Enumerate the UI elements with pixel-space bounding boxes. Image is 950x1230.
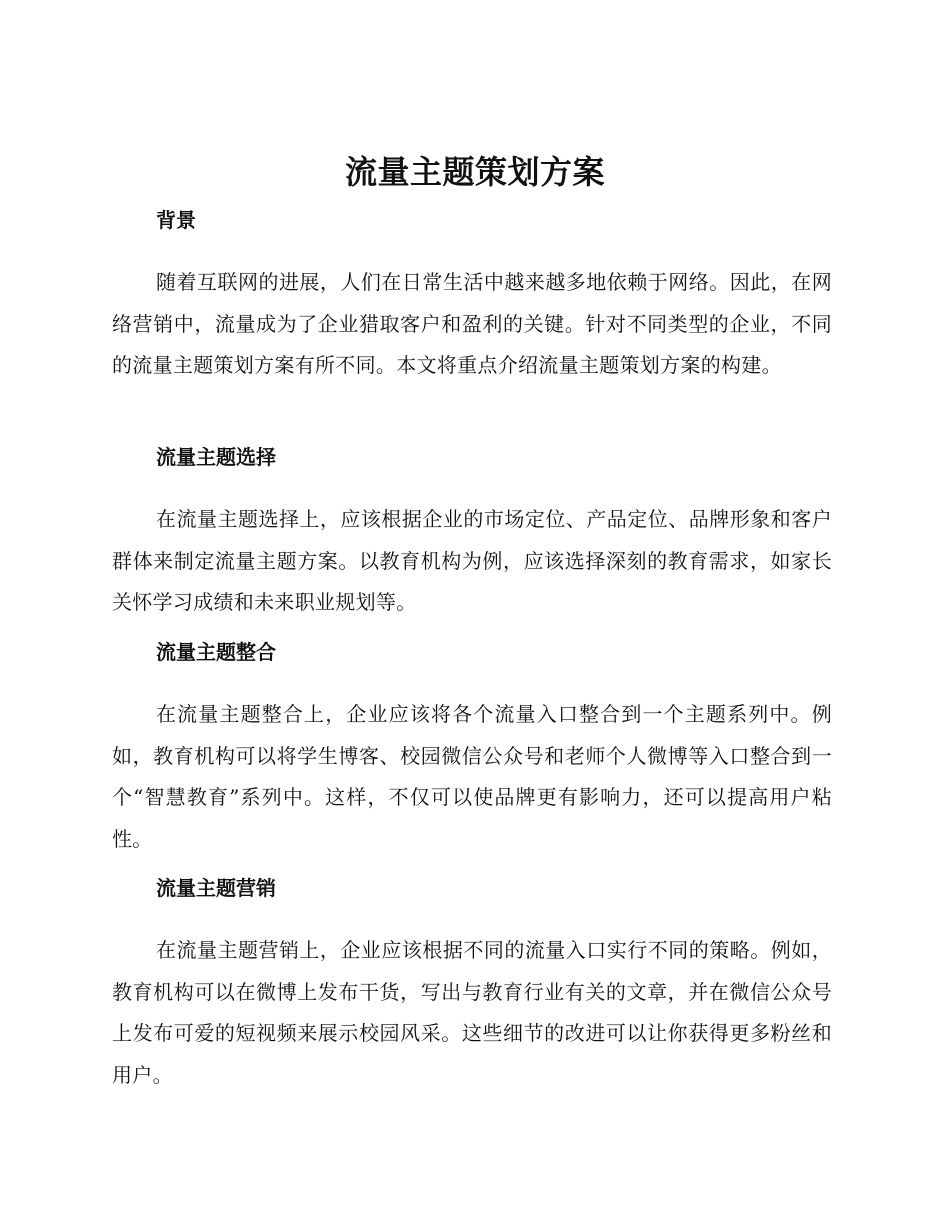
section-paragraph: 在流量主题整合上，企业应该将各个流量入口整合到一个主题系列中。例如，教育机构可以将学生博客、校园微信公众号和老师个人微博等入口整合到一个“智慧教育”系列中。这样，不仅可以使品牌更有影响力，还可以提高用户粘性。 [112,702,832,851]
section-paragraph: 在流量主题营销上，企业应该根据不同的流量入口实行不同的策略。例如，教育机构可以在微博上发布干货，写出与教育行业有关的文章，并在微信公众号上发布可爱的短视频来展示校园风采。这些细节的改进可以让你获得更多粉丝和用户。 [112,938,832,1087]
section-background [112,205,832,387]
section-paragraph: 随着互联网的进展，人们在日常生活中越来越多地依赖于网络。因此，在网络营销中，流量成为了企业猎取客户和盈利的关键。针对不同类型的企业，不同的流量主题策划方案有所不同。本文将重点介绍流量主题策划方案的构建。 [112,270,832,377]
section-topic-marketing [112,873,832,1096]
section-topic-integration [112,637,832,860]
section-topic-selection [112,442,832,624]
section-heading: 流量主题整合 [156,640,276,664]
document-title: 流量主题策划方案 [344,153,605,191]
section-paragraph: 在流量主题选择上，应该根据企业的市场定位、产品定位、品牌形象和客户群体来制定流量主题方案。以教育机构为例，应该选择深刻的教育需求，如家长关怀学习成绩和未来职业规划等。 [112,507,832,614]
section-heading: 背景 [156,208,196,232]
section-heading: 流量主题营销 [156,876,276,900]
section-heading: 流量主题选择 [156,445,276,469]
